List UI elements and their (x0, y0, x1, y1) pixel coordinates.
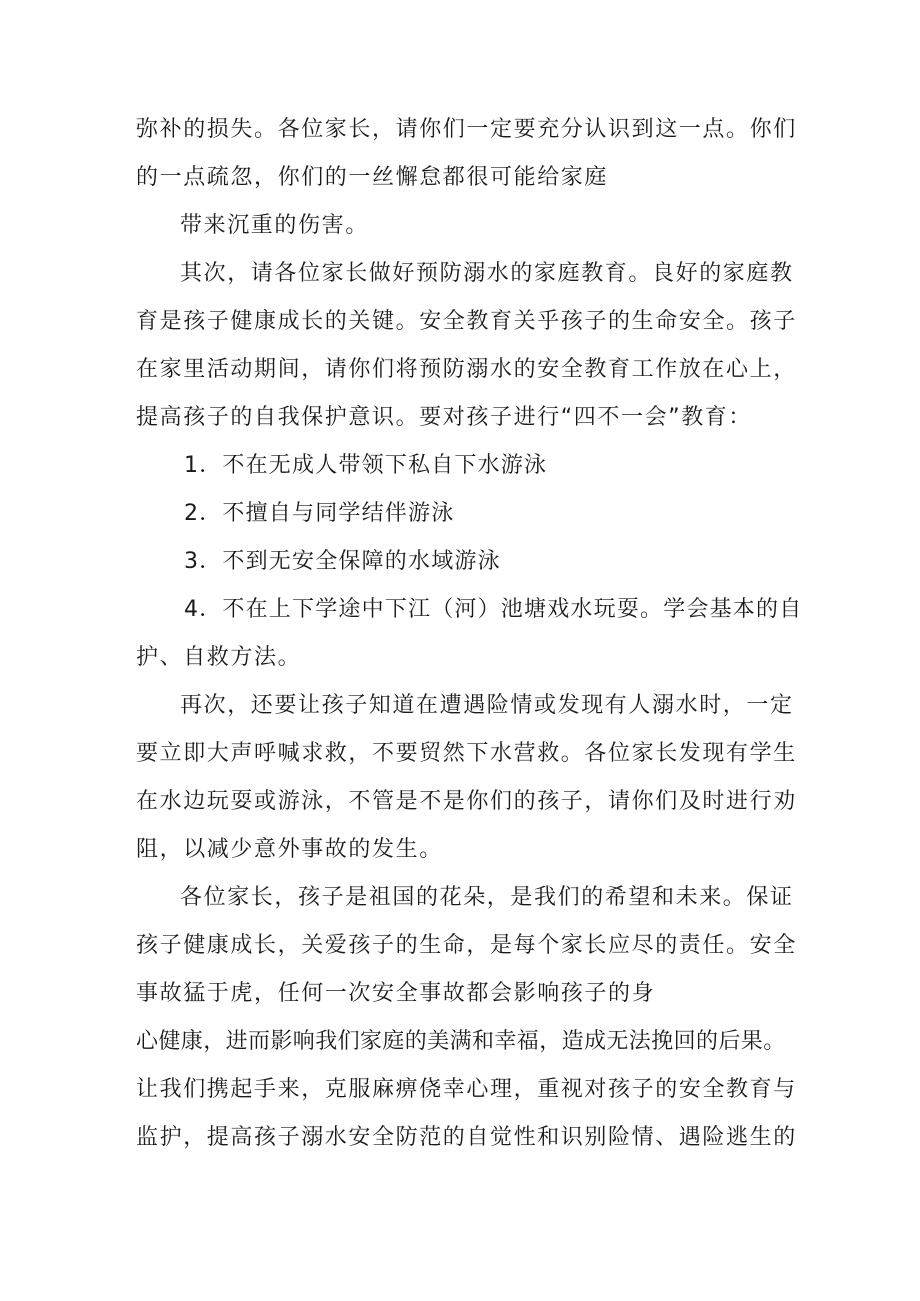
body-text-line: 让我们携起手来，克服麻痹侥幸心理，重视对孩子的安全教育与 (136, 1077, 797, 1102)
body-text-line: 在水边玩耍或游泳，不管是不是你们的孩子，请你们及时进行劝 (136, 789, 797, 814)
paragraph-start: 各位家长，孩子是祖国的花朵，是我们的希望和未来。保证 (180, 885, 794, 910)
body-text-line: 监护，提高孩子溺水安全防范的自觉性和识别险情、遇险逃生的 (136, 1125, 797, 1150)
list-item: 4．不在上下学途中下江（河）池塘戏水玩耍。学会基本的自 (184, 597, 803, 622)
body-text-line: 弥补的损失。各位家长，请你们一定要充分认识到这一点。你们 (136, 117, 797, 142)
list-item: 2．不擅自与同学结伴游泳 (184, 501, 455, 526)
body-text-line: 事故猛于虎，任何一次安全事故都会影响孩子的身 (136, 981, 656, 1006)
body-text-line: 护、自救方法。 (136, 645, 302, 670)
body-text-line: 心健康，进而影响我们家庭的美满和幸福，造成无法挽回的后果。 (136, 1029, 786, 1054)
body-text-line: 要立即大声呼喊求救，不要贸然下水营救。各位家长发现有学生 (136, 741, 797, 766)
list-item: 3．不到无安全保障的水域游泳 (184, 549, 501, 574)
body-text-line: 的一点疏忽，你们的一丝懈怠都很可能给家庭 (136, 165, 609, 190)
list-item: 1．不在无成人带领下私自下水游泳 (184, 453, 548, 478)
body-text-line: 提高孩子的自我保护意识。要对孩子进行“四不一会”教育： (136, 405, 752, 430)
body-text-line: 育是孩子健康成长的关键。安全教育关乎孩子的生命安全。孩子 (136, 309, 797, 334)
body-text-line: 阻，以减少意外事故的发生。 (136, 837, 443, 862)
body-text-line: 孩子健康成长，关爱孩子的生命，是每个家长应尽的责任。安全 (136, 933, 797, 958)
paragraph-start: 再次，还要让孩子知道在遭遇险情或发现有人溺水时，一定 (180, 693, 794, 718)
body-text-line: 带来沉重的伤害。 (180, 213, 369, 238)
body-text-line: 在家里活动期间，请你们将预防溺水的安全教育工作放在心上， (136, 357, 797, 382)
paragraph-start: 其次，请各位家长做好预防溺水的家庭教育。良好的家庭教 (180, 261, 794, 286)
